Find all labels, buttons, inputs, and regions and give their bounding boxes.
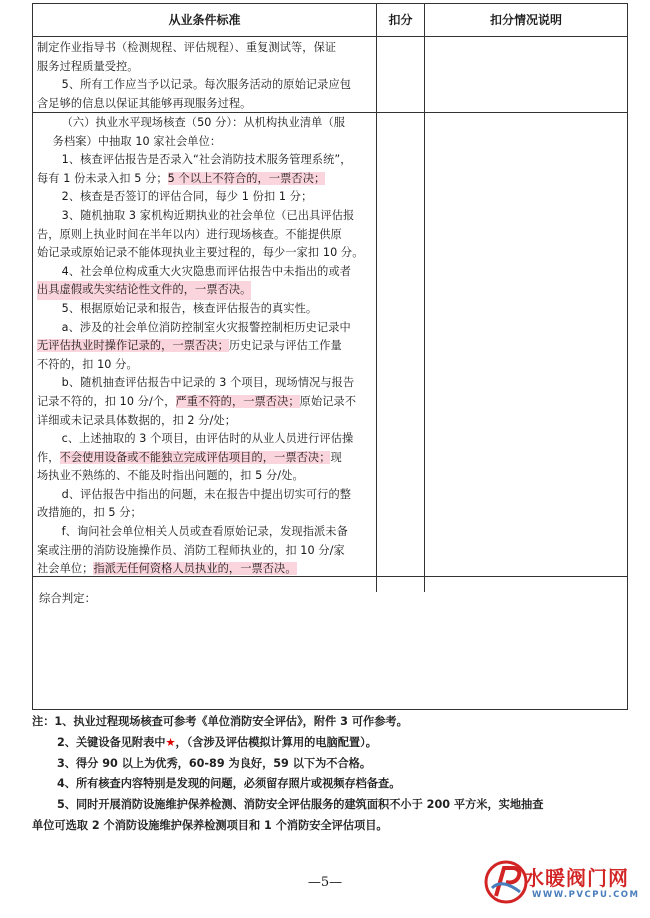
text-line: f、询问社会单位相关人员或查看原始记录，发现指派未备 bbox=[61, 525, 348, 539]
assessment-table bbox=[32, 3, 628, 710]
text-line: 3、随机抽取 3 家机构近期执业的社会单位（已出具评估报 bbox=[61, 208, 355, 222]
text-span: 2、关键设备见附表中 bbox=[57, 735, 166, 749]
text-line: b、随机抽查评估报告中记录的 3 个项目，现场情况与报告 bbox=[61, 376, 355, 390]
text-line: 始记录或原始记录不能体现执业主要过程的，每少一家扣 10 分。 bbox=[37, 246, 364, 260]
text-line: 5、根据原始记录和报告，核查评估报告的真实性。 bbox=[61, 301, 318, 315]
text-span: 社会单位； bbox=[37, 562, 94, 576]
text-line: 含足够的信息以保证其能够再现服务过程。 bbox=[37, 96, 252, 110]
note-4: 4、所有核查内容特别是发现的问题，必须留存照片或视频存档备查。 bbox=[57, 777, 401, 791]
highlighted-text: 5 个以上不符合的，一票否决； bbox=[167, 171, 326, 185]
text-line: 5、所有工作应当予以记录。每次服务活动的原始记录应包 bbox=[61, 78, 352, 92]
star-icon: ★ bbox=[165, 735, 176, 749]
highlighted-text: 出具虚假或失实结论性文件的，一票否决。 bbox=[37, 281, 251, 300]
text-line bbox=[37, 281, 377, 300]
text-line: c、上述抽取的 3 个项目，由评估时的从业人员进行评估操 bbox=[61, 432, 354, 446]
text-line bbox=[37, 170, 377, 189]
watermark-name: 水暖阀门网 bbox=[524, 866, 629, 890]
highlighted-text: 严重不符的，一票否决； bbox=[175, 394, 300, 408]
header-divider bbox=[33, 36, 627, 37]
section-title: 务档案）中抽取 10 家社会单位： bbox=[52, 134, 222, 148]
text-span: 记录不符的，扣 10 分/个， bbox=[37, 394, 176, 408]
text-line: a、涉及的社会单位消防控制室火灾报警控制柜历史记录中 bbox=[61, 320, 351, 334]
text-span: 原始记录不 bbox=[299, 394, 357, 408]
note-5-continued: 单位可选取 2 个消防设施维护保养检测项目和 1 个消防安全评估项目。 bbox=[32, 818, 388, 832]
section-title: （六）执业水平现场核查（50 分）：从机构执业清单（服 bbox=[61, 116, 346, 129]
text-line: 场执业不熟练的、不能及时指出问题的，扣 5 分/处。 bbox=[37, 469, 304, 483]
note-3: 3、得分 90 以上为优秀，60-89 为良好，59 以下为不合格。 bbox=[57, 756, 372, 770]
column-divider bbox=[424, 4, 425, 592]
header-deduction: 扣分 bbox=[388, 13, 413, 27]
text-span: 历史记录与评估工作量 bbox=[228, 339, 342, 353]
text-line: 1、核查评估报告是否录入“社会消防技术服务管理系统”， bbox=[61, 153, 352, 167]
text-line: 案或注册的消防设施操作员、消防工程师执业的，扣 10 分/家 bbox=[37, 543, 345, 557]
watermark-url: WWW.PVCPU.COM bbox=[532, 890, 640, 900]
header-standard: 从业条件标准 bbox=[168, 13, 241, 27]
verdict-label: 综合判定： bbox=[39, 591, 96, 605]
text-line: 2、核查是否签订的评估合同，每少 1 份扣 1 分； bbox=[61, 190, 313, 204]
text-line: 详细或未记录具体数据的，扣 2 分/处； bbox=[37, 413, 237, 427]
text-line: 服务过程质量受控。 bbox=[37, 59, 139, 73]
text-line bbox=[37, 337, 377, 356]
text-line: 制定作业指导书（检测规程、评估规程）、重复测试等，保证 bbox=[37, 41, 337, 54]
text-span: 现 bbox=[330, 450, 342, 464]
highlighted-text: 不会使用设备或不能独立完成评估项目的，一票否决； bbox=[59, 450, 331, 464]
text-span: ，（含涉及评估模拟计算用的电脑配置）。 bbox=[175, 735, 377, 749]
text-line: d、评估报告中指出的问题，未在报告中提出切实可行的整 bbox=[61, 487, 352, 501]
note-5: 5、同时开展消防设施维护保养检测、消防安全评估服务的建筑面积不小于 200 平方米，实地抽查 bbox=[57, 798, 544, 812]
section-6 bbox=[37, 114, 377, 579]
top-section bbox=[37, 39, 377, 113]
watermark-logo-icon bbox=[484, 858, 528, 908]
page-number: —5— bbox=[307, 875, 343, 890]
text-line bbox=[37, 560, 377, 579]
watermark bbox=[484, 856, 644, 912]
highlighted-text: 指派无任何资格人员执业的，一票否决。 bbox=[93, 562, 297, 576]
text-span: 每有 1 份未录入扣 5 分； bbox=[37, 171, 168, 185]
notes-section bbox=[32, 712, 632, 837]
text-span: 作， bbox=[37, 450, 60, 464]
text-line: 改措施的，扣 5 分； bbox=[37, 506, 142, 520]
text-line: 告，原则上执业时间在半年以内）进行现场核查。不能提供原 bbox=[37, 227, 342, 241]
note-2 bbox=[32, 733, 632, 754]
highlighted-text: 无评估执业时操作记录的，一票否决； bbox=[37, 339, 229, 353]
text-line bbox=[37, 449, 377, 468]
note-1: 注：1、执业过程现场核查可参考《单位消防安全评估》，附件 3 可作参考。 bbox=[32, 715, 408, 728]
text-line bbox=[37, 393, 377, 412]
text-line: 不符的，扣 10 分。 bbox=[37, 357, 138, 371]
text-line: 4、社会单位构成重大火灾隐患而评估报告中未指出的或者 bbox=[61, 264, 352, 278]
header-explanation: 扣分情况说明 bbox=[489, 13, 562, 27]
